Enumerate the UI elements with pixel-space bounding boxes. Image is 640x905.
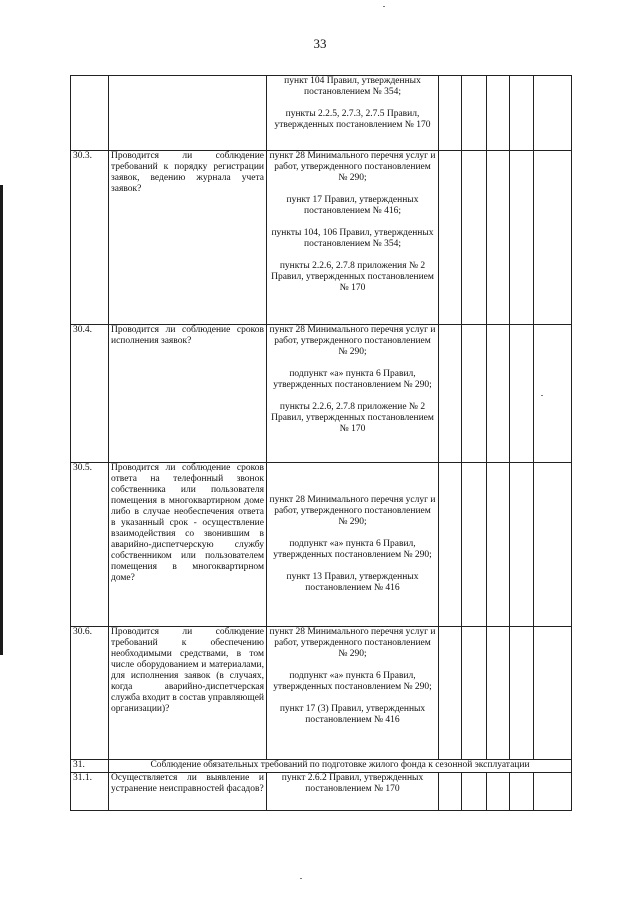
legal-reference: пункты 2.2.6, 2.7.8 приложение № 2 Правил, утвержденных постановлением № 170: [271, 402, 434, 434]
answer-cell: [439, 773, 462, 811]
notes-cell: [534, 76, 572, 151]
answer-cell: [462, 151, 487, 325]
answer-cell: [487, 463, 510, 627]
answer-cell: [487, 627, 510, 760]
answer-cell: [462, 463, 487, 627]
answer-cell: [439, 76, 462, 151]
page-number: 33: [313, 36, 327, 51]
table-row: [71, 463, 572, 627]
answer-cell: [510, 325, 534, 463]
answer-cell: [462, 627, 487, 760]
table-row: [71, 151, 572, 325]
row-number: 30.6.: [71, 627, 109, 760]
answer-cell: [439, 463, 462, 627]
row-number: 30.3.: [71, 151, 109, 325]
row-question: Проводится ли соблюдение требований к обеспечению необходимыми средствами, в том числе оборудованием и материалами, для исполнения заявок (в случаях, когда аварийно-диспетчерская служба входит в состав управляющей организации)?: [109, 627, 267, 760]
checklist-table: [70, 75, 572, 811]
answer-cell: [487, 76, 510, 151]
row-legal-basis: [267, 151, 439, 325]
notes-cell: [534, 773, 572, 811]
row-question: Проводится ли соблюдение сроков ответа на телефонный звонок собственника или пользователя помещения в многоквартирном доме либо в случае необеспечения ответа в указанный срок - осуществление взаимодействия со звонившим в аварийно-диспетчерскую службу собственником или пользователем помещения в многоквартирном доме?: [109, 463, 267, 627]
notes-cell: [534, 627, 572, 760]
legal-reference: подпункт «а» пункта 6 Правил, утвержденных постановлением № 290;: [273, 671, 432, 692]
row-number: 31.1.: [71, 773, 109, 811]
row-legal-basis: [267, 76, 439, 151]
answer-cell: [510, 627, 534, 760]
legal-reference: пункт 104 Правил, утвержденных постановлением № 354;: [284, 76, 421, 97]
legal-reference: пункты 104, 106 Правил, утвержденных постановлением № 354;: [271, 228, 434, 249]
legal-reference: пункт 28 Минимального перечня услуг и работ, утвержденного постановлением № 290;: [269, 325, 436, 357]
row-legal-basis: [267, 773, 439, 811]
row-question: Осуществляется ли выявление и устранение неисправностей фасадов?: [109, 773, 267, 811]
scan-edge-bar: [0, 185, 3, 655]
answer-cell: [439, 151, 462, 325]
scan-speck: [383, 6, 385, 7]
answer-cell: [439, 325, 462, 463]
section-title: Соблюдение обязательных требований по подготовке жилого фонда к сезонной эксплуатации: [109, 760, 572, 773]
legal-reference: подпункт «а» пункта 6 Правил, утвержденных постановлением № 290;: [273, 539, 432, 560]
row-legal-basis: [267, 627, 439, 760]
legal-reference: пункт 28 Минимального перечня услуг и работ, утвержденного постановлением № 290;: [269, 151, 436, 183]
section-number: 31.: [71, 760, 109, 773]
row-question: [109, 76, 267, 151]
scan-speck: [300, 878, 302, 879]
row-question: Проводится ли соблюдение требований к порядку регистрации заявок, ведению журнала учета заявок?: [109, 151, 267, 325]
legal-reference: пункты 2.2.6, 2.7.8 приложения № 2 Правил, утвержденных постановлением № 170: [271, 261, 434, 293]
notes-cell: [534, 463, 572, 627]
answer-cell: [462, 325, 487, 463]
legal-reference: пункт 17 (3) Правил, утвержденных постановлением № 416: [279, 704, 426, 725]
table-row: [71, 76, 572, 151]
answer-cell: [487, 325, 510, 463]
row-number: [71, 76, 109, 151]
table-row: [71, 773, 572, 811]
legal-reference: пункт 28 Минимального перечня услуг и работ, утвержденного постановлением № 290;: [269, 495, 436, 527]
row-legal-basis: [267, 463, 439, 627]
answer-cell: [439, 627, 462, 760]
row-number: 30.5.: [71, 463, 109, 627]
legal-reference: подпункт «а» пункта 6 Правил, утвержденных постановлением № 290;: [273, 369, 432, 390]
table-row: [71, 627, 572, 760]
legal-reference: пункты 2.2.5, 2.7.3, 2.7.5 Правил, утвержденных постановлением № 170: [274, 109, 431, 130]
answer-cell: [510, 76, 534, 151]
legal-reference: пункт 13 Правил, утвержденных постановлением № 416: [286, 572, 419, 593]
notes-cell: [534, 151, 572, 325]
answer-cell: [462, 76, 487, 151]
legal-reference: пункт 28 Минимального перечня услуг и работ, утвержденного постановлением № 290;: [269, 627, 436, 659]
answer-cell: [487, 773, 510, 811]
row-question: Проводится ли соблюдение сроков исполнения заявок?: [109, 325, 267, 463]
answer-cell: [510, 151, 534, 325]
row-number: 30.4.: [71, 325, 109, 463]
answer-cell: [510, 463, 534, 627]
answer-cell: [462, 773, 487, 811]
table-row: [71, 325, 572, 463]
section-row: [71, 760, 572, 773]
row-legal-basis: [267, 325, 439, 463]
answer-cell: [510, 773, 534, 811]
answer-cell: [487, 151, 510, 325]
legal-reference: пункт 17 Правил, утвержденных постановлением № 416;: [286, 195, 419, 216]
notes-cell: [534, 325, 572, 463]
legal-reference: пункт 2.6.2 Правил, утвержденных постановлением № 170: [281, 773, 424, 794]
